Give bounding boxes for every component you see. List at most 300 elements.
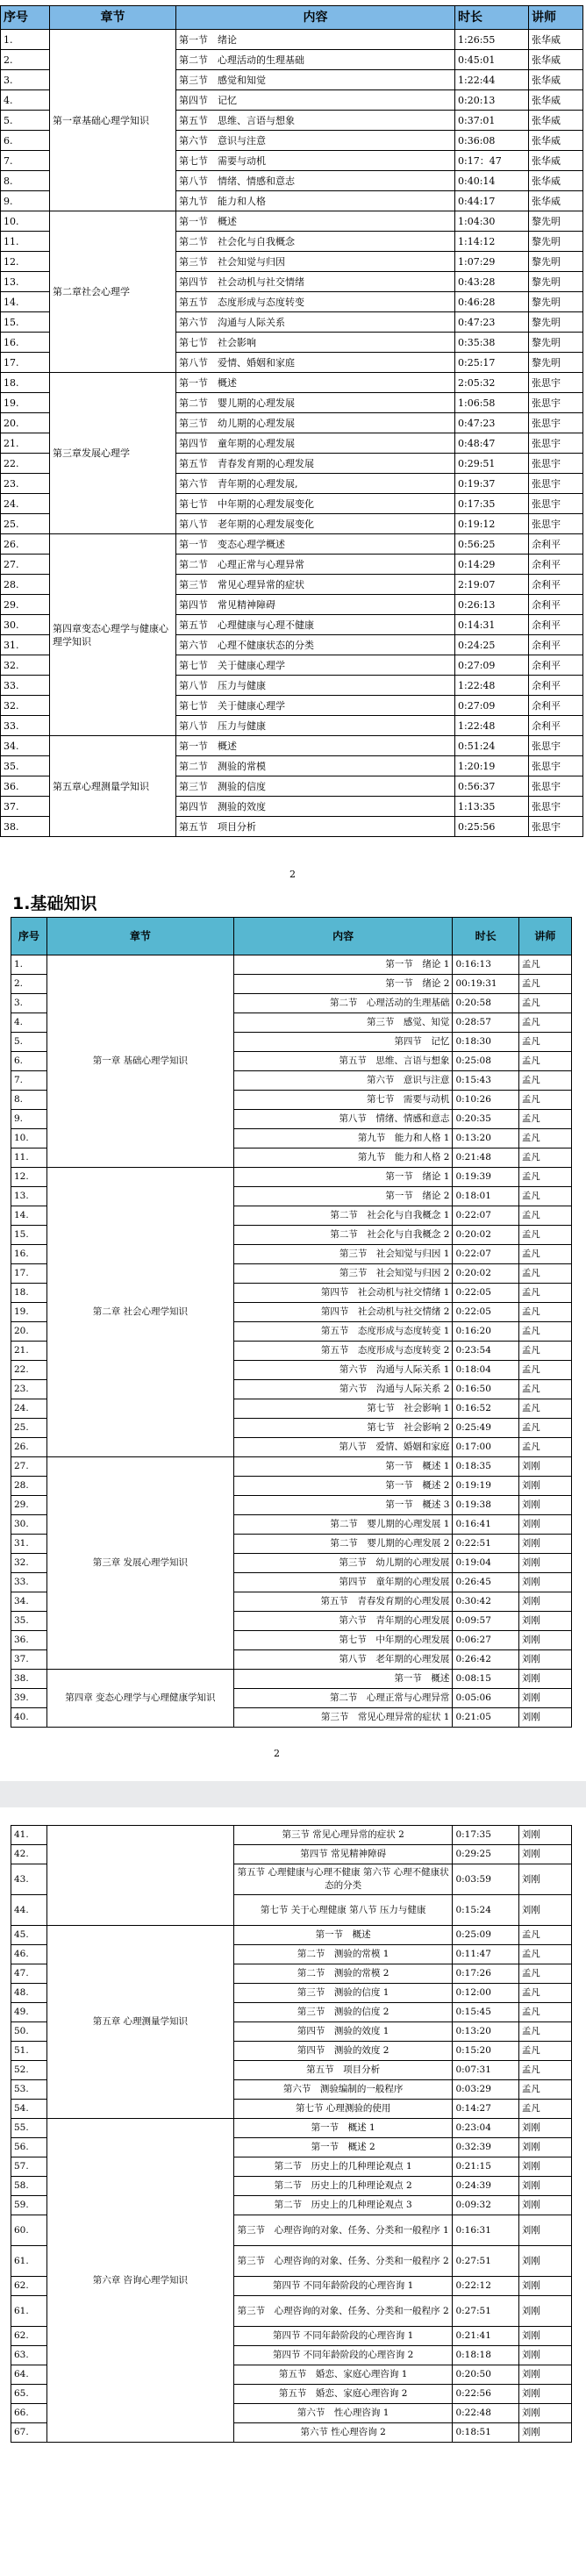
row-index: 5. bbox=[1, 111, 50, 131]
row-index: 30. bbox=[1, 615, 50, 635]
lesson-content: 第二节 社会化与自我概念 2 bbox=[233, 1226, 453, 1245]
lesson-duration: 0:18:04 bbox=[453, 1361, 518, 1380]
page-number: 2 bbox=[274, 1748, 280, 1759]
row-index: 34. bbox=[1, 736, 50, 756]
table-row bbox=[11, 1926, 572, 1945]
row-index: 24. bbox=[11, 1399, 47, 1419]
row-index: 29. bbox=[11, 1496, 47, 1515]
table-row bbox=[11, 2119, 572, 2138]
lesson-content: 第五节 项目分析 bbox=[176, 817, 455, 837]
header-lecturer: 讲师 bbox=[518, 918, 571, 955]
lesson-content: 第四节 不同年龄阶段的心理咨询 1 bbox=[233, 2327, 453, 2346]
row-index: 16. bbox=[11, 1245, 47, 1264]
row-index: 1. bbox=[1, 30, 50, 50]
row-index: 4. bbox=[1, 90, 50, 111]
lesson-duration: 00:19:31 bbox=[453, 975, 518, 994]
row-index: 15. bbox=[1, 312, 50, 333]
lesson-duration: 0:17:26 bbox=[453, 1964, 518, 1984]
lesson-duration: 0:25:17 bbox=[455, 353, 529, 373]
page-number: 2 bbox=[289, 869, 296, 880]
row-index: 25. bbox=[11, 1419, 47, 1438]
table-row bbox=[1, 373, 583, 393]
lesson-content: 第一节 绪论 bbox=[176, 30, 455, 50]
chapter-cell: 第一章 基础心理学知识 bbox=[46, 955, 233, 1168]
lesson-content: 第一节 概述 3 bbox=[233, 1496, 453, 1515]
lesson-lecturer: 孟凡 bbox=[518, 1129, 571, 1148]
row-index: 57. bbox=[11, 2157, 47, 2177]
lesson-lecturer: 余利平 bbox=[529, 555, 583, 575]
lesson-duration: 0:36:08 bbox=[455, 131, 529, 151]
page-gap bbox=[0, 1781, 586, 1807]
lesson-lecturer: 张思宇 bbox=[529, 756, 583, 776]
lesson-lecturer: 黎先明 bbox=[529, 333, 583, 353]
row-index: 37. bbox=[1, 797, 50, 817]
row-index: 33. bbox=[1, 716, 50, 736]
lesson-content: 第一节 概述 bbox=[176, 373, 455, 393]
lesson-lecturer: 刘刚 bbox=[518, 1496, 571, 1515]
row-index: 18. bbox=[11, 1284, 47, 1303]
document-page-1 bbox=[0, 0, 586, 880]
lesson-content: 第六节 心理不健康状态的分类 bbox=[176, 635, 455, 655]
lesson-content: 第五节 青春发育期的心理发展 bbox=[176, 454, 455, 474]
lesson-lecturer: 刘刚 bbox=[518, 2404, 571, 2423]
row-index: 51. bbox=[11, 2042, 47, 2061]
lesson-duration: 0:22:51 bbox=[453, 1535, 518, 1554]
lesson-lecturer: 黎先明 bbox=[529, 252, 583, 272]
lesson-lecturer: 孟凡 bbox=[518, 1091, 571, 1110]
table-header-row bbox=[11, 918, 572, 955]
row-index: 2. bbox=[1, 50, 50, 70]
lesson-lecturer: 刘刚 bbox=[518, 2385, 571, 2404]
lesson-lecturer: 刘刚 bbox=[518, 1592, 571, 1612]
row-index: 2. bbox=[11, 975, 47, 994]
lesson-duration: 0:27:09 bbox=[455, 655, 529, 676]
lesson-duration: 0:26:45 bbox=[453, 1573, 518, 1592]
lesson-duration: 0:21:48 bbox=[453, 1148, 518, 1168]
lesson-duration: 0:06:27 bbox=[453, 1631, 518, 1650]
row-index: 61. bbox=[11, 2296, 47, 2327]
lesson-lecturer: 孟凡 bbox=[518, 1322, 571, 1342]
lesson-lecturer: 刘刚 bbox=[518, 2157, 571, 2177]
lesson-lecturer: 刘刚 bbox=[518, 1708, 571, 1728]
lesson-content: 第二节 婴儿期的心理发展 1 bbox=[233, 1515, 453, 1535]
lesson-content: 第二节 婴儿期的心理发展 bbox=[176, 393, 455, 413]
row-index: 37. bbox=[11, 1650, 47, 1670]
lesson-lecturer: 孟凡 bbox=[518, 1071, 571, 1091]
row-index: 66. bbox=[11, 2404, 47, 2423]
lesson-duration: 0:14:27 bbox=[453, 2100, 518, 2119]
lesson-content: 第五节 态度形成与态度转变 1 bbox=[233, 1322, 453, 1342]
row-index: 48. bbox=[11, 1984, 47, 2003]
lesson-duration: 0:30:42 bbox=[453, 1592, 518, 1612]
row-index: 20. bbox=[11, 1322, 47, 1342]
lesson-content: 第一节 概述 1 bbox=[233, 1457, 453, 1477]
lesson-duration: 0:16:13 bbox=[453, 955, 518, 975]
lesson-lecturer: 孟凡 bbox=[518, 955, 571, 975]
header-duration: 时长 bbox=[455, 6, 529, 30]
lesson-lecturer: 余利平 bbox=[529, 635, 583, 655]
lesson-duration: 0:24:39 bbox=[453, 2177, 518, 2196]
lesson-content: 第五节 婚恋、家庭心理咨询 2 bbox=[233, 2385, 453, 2404]
lesson-duration: 0:56:37 bbox=[455, 776, 529, 797]
lesson-content: 第七节 中年期的心理发展变化 bbox=[176, 494, 455, 514]
lesson-duration: 0:16:50 bbox=[453, 1380, 518, 1399]
lesson-lecturer: 刘刚 bbox=[518, 1573, 571, 1592]
lesson-lecturer: 孟凡 bbox=[518, 1984, 571, 2003]
lesson-lecturer: 刘刚 bbox=[518, 1895, 571, 1926]
lesson-lecturer: 刘刚 bbox=[518, 1554, 571, 1573]
lesson-lecturer: 张华威 bbox=[529, 111, 583, 131]
lesson-content: 第八节 老年期的心理发展变化 bbox=[176, 514, 455, 534]
row-index: 34. bbox=[11, 1592, 47, 1612]
lesson-content: 第四节 社会动机与社交情绪 bbox=[176, 272, 455, 292]
lesson-duration: 0:47:23 bbox=[455, 413, 529, 433]
header-content: 内容 bbox=[176, 6, 455, 30]
row-index: 16. bbox=[1, 333, 50, 353]
lesson-duration: 0:32:39 bbox=[453, 2138, 518, 2157]
lesson-duration: 2:19:07 bbox=[455, 575, 529, 595]
lesson-lecturer: 孟凡 bbox=[518, 1264, 571, 1284]
row-index: 30. bbox=[11, 1515, 47, 1535]
lesson-content: 第九节 能力和人格 1 bbox=[233, 1129, 453, 1148]
lesson-lecturer: 孟凡 bbox=[518, 1303, 571, 1322]
lesson-content: 第二节 测验的常模 2 bbox=[233, 1964, 453, 1984]
lesson-content: 第三节 心理咨询的对象、任务、分类和一般程序 2 bbox=[233, 2246, 453, 2277]
chapter-cell: 第六章 咨询心理学知识 bbox=[46, 2119, 233, 2443]
table-row bbox=[1, 211, 583, 232]
lesson-lecturer: 张思宇 bbox=[529, 494, 583, 514]
lesson-lecturer: 刘刚 bbox=[518, 2296, 571, 2327]
lesson-duration: 1:06:58 bbox=[455, 393, 529, 413]
lesson-lecturer: 孟凡 bbox=[518, 2080, 571, 2100]
lesson-content: 第五节 思维、言语与想象 bbox=[233, 1052, 453, 1071]
lesson-lecturer: 刘刚 bbox=[518, 1650, 571, 1670]
lesson-lecturer: 孟凡 bbox=[518, 1361, 571, 1380]
row-index: 58. bbox=[11, 2177, 47, 2196]
lesson-lecturer: 孟凡 bbox=[518, 1399, 571, 1419]
row-index: 13. bbox=[1, 272, 50, 292]
lesson-duration: 0:23:54 bbox=[453, 1342, 518, 1361]
course-table-2 bbox=[11, 917, 572, 1728]
header-index: 序号 bbox=[1, 6, 50, 30]
lesson-content: 第七节 心理测验的使用 bbox=[233, 2100, 453, 2119]
lesson-content: 第三节 幼儿期的心理发展 bbox=[176, 413, 455, 433]
row-index: 21. bbox=[1, 433, 50, 454]
lesson-content: 第六节 青年期的心理发展, bbox=[176, 474, 455, 494]
lesson-duration: 0:21:15 bbox=[453, 2157, 518, 2177]
row-index: 10. bbox=[1, 211, 50, 232]
lesson-duration: 0:28:57 bbox=[453, 1013, 518, 1033]
lesson-lecturer: 刘刚 bbox=[518, 1864, 571, 1895]
row-index: 20. bbox=[1, 413, 50, 433]
lesson-duration: 0:44:17 bbox=[455, 191, 529, 211]
lesson-lecturer: 刘刚 bbox=[518, 1670, 571, 1689]
row-index: 52. bbox=[11, 2061, 47, 2080]
chapter-cell: 第三章 发展心理学知识 bbox=[46, 1457, 233, 1670]
lesson-content: 第六节 青年期的心理发展 bbox=[233, 1612, 453, 1631]
lesson-content: 第四节 社会动机与社交情绪 2 bbox=[233, 1303, 453, 1322]
lesson-lecturer: 孟凡 bbox=[518, 1110, 571, 1129]
lesson-lecturer: 孟凡 bbox=[518, 1148, 571, 1168]
lesson-duration: 0:15:45 bbox=[453, 2003, 518, 2022]
lesson-content: 第三节 幼儿期的心理发展 bbox=[233, 1554, 453, 1573]
row-index: 35. bbox=[1, 756, 50, 776]
lesson-duration: 0:21:05 bbox=[453, 1708, 518, 1728]
lesson-duration: 0:17:00 bbox=[453, 1438, 518, 1457]
lesson-duration: 0:03:29 bbox=[453, 2080, 518, 2100]
row-index: 15. bbox=[11, 1226, 47, 1245]
lesson-content: 第四节 童年期的心理发展 bbox=[233, 1573, 453, 1592]
lesson-lecturer: 刘刚 bbox=[518, 1612, 571, 1631]
lesson-duration: 0:09:57 bbox=[453, 1612, 518, 1631]
lesson-duration: 0:25:09 bbox=[453, 1926, 518, 1945]
lesson-duration: 1:26:55 bbox=[455, 30, 529, 50]
row-index: 28. bbox=[11, 1477, 47, 1496]
lesson-content: 第二节 历史上的几种理论观点 2 bbox=[233, 2177, 453, 2196]
row-index: 31. bbox=[11, 1535, 47, 1554]
lesson-duration: 0:05:06 bbox=[453, 1689, 518, 1708]
lesson-lecturer: 刘刚 bbox=[518, 2177, 571, 2196]
row-index: 14. bbox=[1, 292, 50, 312]
lesson-lecturer: 余利平 bbox=[529, 676, 583, 696]
lesson-lecturer: 张华威 bbox=[529, 70, 583, 90]
row-index: 63. bbox=[11, 2346, 47, 2365]
lesson-content: 第二节 社会化与自我概念 bbox=[176, 232, 455, 252]
header-chapter: 章节 bbox=[50, 6, 176, 30]
lesson-content: 第五节 项目分析 bbox=[233, 2061, 453, 2080]
lesson-content: 第四节 测验的效度 bbox=[176, 797, 455, 817]
row-index: 3. bbox=[11, 994, 47, 1013]
lesson-duration: 0:19:19 bbox=[453, 1477, 518, 1496]
lesson-content: 第四节 常见精神障碍 bbox=[233, 1845, 453, 1864]
lesson-content: 第八节 爱情、婚姻和家庭 bbox=[176, 353, 455, 373]
lesson-lecturer: 刘刚 bbox=[518, 2119, 571, 2138]
row-index: 29. bbox=[1, 595, 50, 615]
table-header-row bbox=[1, 6, 583, 30]
chapter-cell: 第三章发展心理学 bbox=[50, 373, 176, 534]
lesson-content: 第六节 意识与注意 bbox=[233, 1071, 453, 1091]
lesson-duration: 0:20:02 bbox=[453, 1264, 518, 1284]
lesson-duration: 1:13:35 bbox=[455, 797, 529, 817]
row-index: 6. bbox=[11, 1052, 47, 1071]
lesson-content: 第三节 测验的信度 1 bbox=[233, 1984, 453, 2003]
lesson-duration: 0:13:20 bbox=[453, 1129, 518, 1148]
lesson-duration: 0:11:47 bbox=[453, 1945, 518, 1964]
lesson-lecturer: 孟凡 bbox=[518, 2003, 571, 2022]
lesson-lecturer: 刘刚 bbox=[518, 2327, 571, 2346]
lesson-lecturer: 刘刚 bbox=[518, 1515, 571, 1535]
row-index: 8. bbox=[11, 1091, 47, 1110]
lesson-duration: 0:18:01 bbox=[453, 1187, 518, 1206]
section-title: 1.基础知识 bbox=[12, 894, 97, 913]
lesson-duration: 0:10:26 bbox=[453, 1091, 518, 1110]
lesson-content: 第六节 沟通与人际关系 1 bbox=[233, 1361, 453, 1380]
lesson-lecturer: 张思宇 bbox=[529, 514, 583, 534]
header-index: 序号 bbox=[11, 918, 47, 955]
lesson-duration: 0:19:12 bbox=[455, 514, 529, 534]
lesson-lecturer: 刘刚 bbox=[518, 2246, 571, 2277]
lesson-content: 第四节 测验的效度 1 bbox=[233, 2022, 453, 2042]
lesson-content: 第二节 心理正常与心理异常 bbox=[233, 1689, 453, 1708]
lesson-content: 第七节 需要与动机 bbox=[233, 1091, 453, 1110]
lesson-content: 第四节 常见精神障碍 bbox=[176, 595, 455, 615]
lesson-lecturer: 张华威 bbox=[529, 90, 583, 111]
lesson-duration: 0:16:20 bbox=[453, 1322, 518, 1342]
row-index: 1. bbox=[11, 955, 47, 975]
lesson-duration: 0:26:13 bbox=[455, 595, 529, 615]
lesson-content: 第四节 童年期的心理发展 bbox=[176, 433, 455, 454]
lesson-content: 第三节 常见心理异常的症状 1 bbox=[233, 1708, 453, 1728]
lesson-content: 第五节 态度形成与态度转变 bbox=[176, 292, 455, 312]
lesson-content: 第三节 测验的信度 bbox=[176, 776, 455, 797]
row-index: 22. bbox=[1, 454, 50, 474]
lesson-lecturer: 孟凡 bbox=[518, 2022, 571, 2042]
lesson-duration: 2:05:32 bbox=[455, 373, 529, 393]
row-index: 18. bbox=[1, 373, 50, 393]
lesson-content: 第八节 压力与健康 bbox=[176, 676, 455, 696]
lesson-lecturer: 张华威 bbox=[529, 151, 583, 171]
lesson-duration: 0:22:48 bbox=[453, 2404, 518, 2423]
lesson-duration: 1:22:48 bbox=[455, 716, 529, 736]
chapter-cell: 第一章基础心理学知识 bbox=[50, 30, 176, 211]
lesson-content: 第三节 感觉、知觉 bbox=[233, 1013, 453, 1033]
row-index: 11. bbox=[11, 1148, 47, 1168]
lesson-duration: 0:46:28 bbox=[455, 292, 529, 312]
lesson-content: 第七节 中年期的心理发展 bbox=[233, 1631, 453, 1650]
lesson-duration: 0:19:37 bbox=[455, 474, 529, 494]
lesson-lecturer: 余利平 bbox=[529, 716, 583, 736]
lesson-content: 第五节 婚恋、家庭心理咨询 1 bbox=[233, 2365, 453, 2385]
lesson-lecturer: 孟凡 bbox=[518, 1168, 571, 1187]
lesson-content: 第八节 老年期的心理发展 bbox=[233, 1650, 453, 1670]
lesson-duration: 0:17:35 bbox=[455, 494, 529, 514]
table-row bbox=[11, 1168, 572, 1187]
lesson-lecturer: 孟凡 bbox=[518, 1945, 571, 1964]
lesson-duration: 0:17：47 bbox=[455, 151, 529, 171]
lesson-content: 第六节 沟通与人际关系 bbox=[176, 312, 455, 333]
row-index: 19. bbox=[11, 1303, 47, 1322]
lesson-content: 第一节 绪论 2 bbox=[233, 975, 453, 994]
lesson-duration: 0:20:58 bbox=[453, 994, 518, 1013]
lesson-duration: 0:09:32 bbox=[453, 2196, 518, 2215]
lesson-content: 第一节 绪论 1 bbox=[233, 955, 453, 975]
row-index: 11. bbox=[1, 232, 50, 252]
lesson-content: 第七节 社会影响 2 bbox=[233, 1419, 453, 1438]
lesson-duration: 0:14:29 bbox=[455, 555, 529, 575]
row-index: 60. bbox=[11, 2215, 47, 2246]
lesson-content: 第二节 心理正常与心理异常 bbox=[176, 555, 455, 575]
lesson-content: 第六节 沟通与人际关系 2 bbox=[233, 1380, 453, 1399]
lesson-content: 第二节 历史上的几种理论观点 3 bbox=[233, 2196, 453, 2215]
lesson-duration: 1:14:12 bbox=[455, 232, 529, 252]
course-table-3 bbox=[11, 1825, 572, 2443]
lesson-content: 第一节 概述 2 bbox=[233, 2138, 453, 2157]
lesson-content: 第二节 测验的常模 1 bbox=[233, 1945, 453, 1964]
table-row bbox=[1, 534, 583, 555]
row-index: 35. bbox=[11, 1612, 47, 1631]
table-row bbox=[1, 736, 583, 756]
lesson-content: 第三节 社会知觉与归因 bbox=[176, 252, 455, 272]
chapter-cell: 第五章心理测量学知识 bbox=[50, 736, 176, 837]
lesson-lecturer: 余利平 bbox=[529, 615, 583, 635]
lesson-lecturer: 黎先明 bbox=[529, 211, 583, 232]
lesson-lecturer: 孟凡 bbox=[518, 1926, 571, 1945]
lesson-duration: 0:16:41 bbox=[453, 1515, 518, 1535]
lesson-content: 第五节 青春发育期的心理发展 bbox=[233, 1592, 453, 1612]
row-index: 25. bbox=[1, 514, 50, 534]
lesson-duration: 0:27:51 bbox=[453, 2296, 518, 2327]
lesson-lecturer: 刘刚 bbox=[518, 1689, 571, 1708]
lesson-lecturer: 黎先明 bbox=[529, 272, 583, 292]
lesson-lecturer: 黎先明 bbox=[529, 292, 583, 312]
lesson-lecturer: 孟凡 bbox=[518, 1245, 571, 1264]
chapter-cell: 第二章 社会心理学知识 bbox=[46, 1168, 233, 1457]
lesson-lecturer: 刘刚 bbox=[518, 1631, 571, 1650]
lesson-lecturer: 孟凡 bbox=[518, 975, 571, 994]
row-index: 33. bbox=[1, 676, 50, 696]
lesson-duration: 0:27:09 bbox=[455, 696, 529, 716]
lesson-lecturer: 张华威 bbox=[529, 30, 583, 50]
lesson-duration: 0:40:14 bbox=[455, 171, 529, 191]
lesson-duration: 0:22:56 bbox=[453, 2385, 518, 2404]
lesson-duration: 1:22:44 bbox=[455, 70, 529, 90]
lesson-lecturer: 张华威 bbox=[529, 50, 583, 70]
row-index: 32. bbox=[1, 696, 50, 716]
lesson-duration: 0:22:07 bbox=[453, 1206, 518, 1226]
lesson-lecturer: 张华威 bbox=[529, 131, 583, 151]
row-index: 4. bbox=[11, 1013, 47, 1033]
lesson-lecturer: 孟凡 bbox=[518, 1438, 571, 1457]
lesson-lecturer: 刘刚 bbox=[518, 1477, 571, 1496]
lesson-duration: 0:20:13 bbox=[455, 90, 529, 111]
lesson-content: 第四节 不同年龄阶段的心理咨询 1 bbox=[233, 2277, 453, 2296]
row-index: 9. bbox=[11, 1110, 47, 1129]
row-index: 36. bbox=[11, 1631, 47, 1650]
row-index: 36. bbox=[1, 776, 50, 797]
row-index: 6. bbox=[1, 131, 50, 151]
row-index: 23. bbox=[1, 474, 50, 494]
lesson-content: 第四节 记忆 bbox=[233, 1033, 453, 1052]
lesson-lecturer: 刘刚 bbox=[518, 1845, 571, 1864]
row-index: 17. bbox=[1, 353, 50, 373]
header-chapter: 章节 bbox=[46, 918, 233, 955]
row-index: 26. bbox=[1, 534, 50, 555]
lesson-content: 第三节 常见心理异常的症状 2 bbox=[233, 1826, 453, 1845]
lesson-content: 第六节 意识与注意 bbox=[176, 131, 455, 151]
lesson-lecturer: 孟凡 bbox=[518, 1226, 571, 1245]
row-index: 32. bbox=[11, 1554, 47, 1573]
lesson-lecturer: 孟凡 bbox=[518, 1033, 571, 1052]
lesson-content: 第一节 概述 bbox=[233, 1926, 453, 1945]
lesson-content: 第八节 情绪、情感和意志 bbox=[233, 1110, 453, 1129]
row-index: 17. bbox=[11, 1264, 47, 1284]
table-row bbox=[11, 955, 572, 975]
lesson-content: 第七节 关于健康心理学 bbox=[176, 655, 455, 676]
row-index: 45. bbox=[11, 1926, 47, 1945]
lesson-lecturer: 张思宇 bbox=[529, 736, 583, 756]
row-index: 62. bbox=[11, 2277, 47, 2296]
lesson-duration: 0:22:07 bbox=[453, 1245, 518, 1264]
table-row bbox=[11, 1457, 572, 1477]
lesson-content: 第一节 概述 bbox=[233, 1670, 453, 1689]
lesson-content: 第四节 记忆 bbox=[176, 90, 455, 111]
lesson-content: 第三节 感觉和知觉 bbox=[176, 70, 455, 90]
lesson-content: 第一节 概述 bbox=[176, 211, 455, 232]
row-index: 50. bbox=[11, 2022, 47, 2042]
row-index: 12. bbox=[1, 252, 50, 272]
lesson-content: 第九节 能力和人格 bbox=[176, 191, 455, 211]
lesson-lecturer: 黎先明 bbox=[529, 312, 583, 333]
